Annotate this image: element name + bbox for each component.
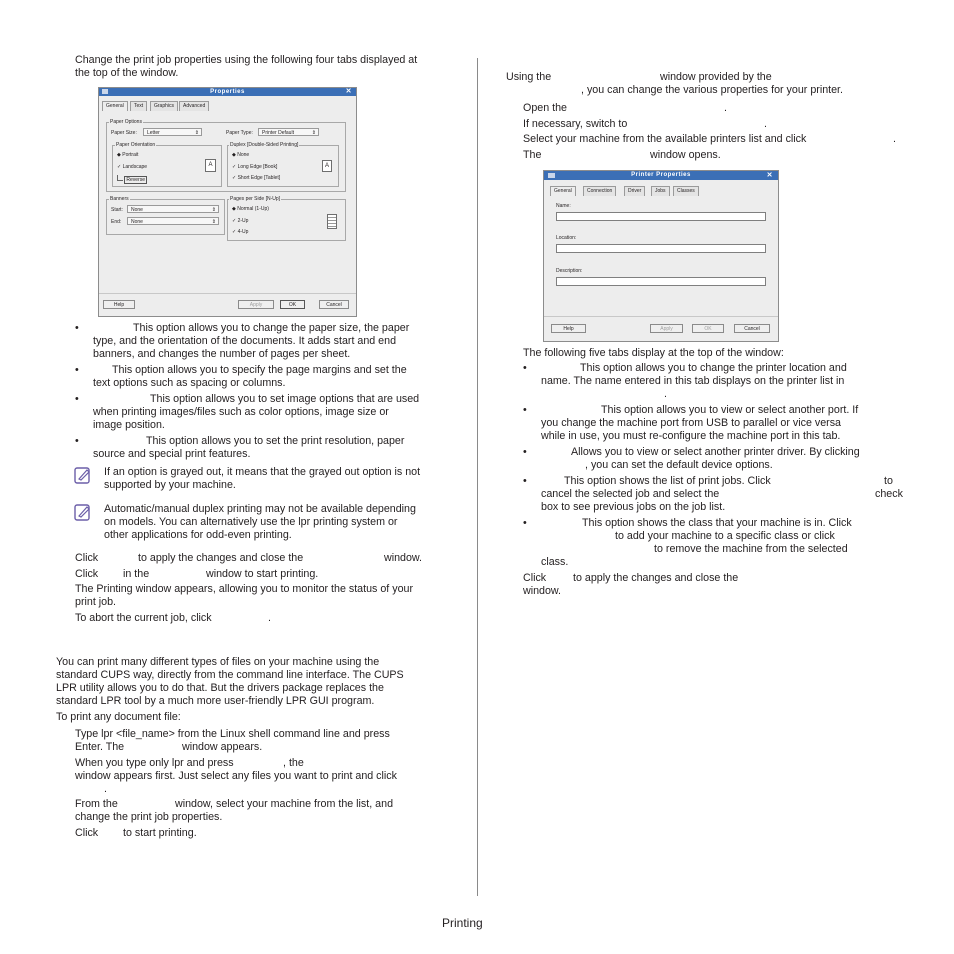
text-tab-desc-2: text options such as spacing or columns. (93, 377, 286, 389)
bullet-marker: • (523, 362, 527, 374)
right-step-1-a: Open the (523, 102, 567, 114)
two-up-label: 2-Up (237, 218, 249, 224)
paper-size-label: Paper Size: (111, 130, 137, 136)
radio-on-icon: ◆ (117, 152, 121, 158)
right-step-2-a: If necessary, switch to (523, 118, 628, 130)
page-footer: Printing (442, 916, 483, 930)
dialog-titlebar (544, 171, 778, 180)
intro-line-1: Change the print job properties using the following four tabs displayed at (75, 54, 418, 66)
reverse-checkbox[interactable] (117, 175, 147, 183)
duplex-label: Duplex [Double-Sided Printing] (230, 142, 299, 148)
paper-type-label: Paper Type: (226, 130, 253, 136)
bullet-marker: • (75, 393, 79, 405)
connection-desc-3: while in use, you must re-configure the machine port in this tab. (541, 430, 841, 442)
lpr-para-2: standard CUPS way, directly from the command line interface. The CUPS (56, 669, 404, 681)
step-click-ok-3: window. (384, 552, 423, 564)
radio-off-icon: ✓ (232, 229, 237, 235)
paper-size-value: Letter (147, 130, 160, 136)
bullet-marker: • (523, 446, 527, 458)
nup-preview-icon (327, 214, 337, 229)
paper-options-label: Paper Options (110, 119, 142, 125)
paper-size-combo[interactable] (143, 128, 202, 136)
classes-desc-3: to remove the machine from the selected (654, 543, 848, 555)
tab-general[interactable]: General (550, 186, 576, 196)
landscape-label: Landscape (122, 164, 148, 170)
final-step-3: window. (523, 585, 562, 597)
classes-desc-2: to add your machine to a specific class or click (615, 530, 835, 542)
general-desc-3: . (664, 388, 667, 400)
lpr-step-3-a: From the (75, 798, 118, 810)
tab-graphics[interactable]: Graphics (150, 101, 178, 111)
advanced-tab-desc-2: source and special print features. (93, 448, 251, 460)
tab-advanced[interactable]: Advanced (179, 101, 209, 111)
paper-type-value: Printer Default (262, 130, 294, 136)
apply-button[interactable]: Apply (650, 324, 683, 333)
name-field[interactable] (556, 212, 766, 221)
right-step-4-a: The (523, 149, 542, 161)
lpr-step-1-c: window appears. (182, 741, 263, 753)
printer-properties-dialog (543, 170, 779, 342)
radio-long-edge[interactable] (232, 164, 277, 170)
jobs-desc-5: box to see previous jobs on the job list. (541, 501, 726, 513)
note-2-line-2: on models. You can alternatively use the lpr printing system or (104, 516, 398, 528)
graphics-tab-desc: This option allows you to set image options that are used (150, 393, 420, 405)
right-intro-3: , you can change the various properties for your printer. (581, 84, 843, 96)
bullet-marker: • (75, 435, 79, 447)
graphics-tab-desc-3: image position. (93, 419, 165, 431)
bullet-marker: • (75, 322, 79, 334)
button-separator (544, 316, 778, 317)
start-banner-combo[interactable] (127, 205, 219, 213)
button-separator (99, 293, 356, 294)
step-print-2: in the (123, 568, 150, 580)
lpr-step-1-a: Type lpr <file_name> from the Linux shell command line and press (75, 728, 390, 740)
final-step-2: to apply the changes and close the (573, 572, 739, 584)
properties-dialog (98, 87, 357, 317)
lpr-para-1: You can print many different types of files on your machine using the (56, 656, 380, 668)
text-tab-desc: This option allows you to specify the page margins and set the (112, 364, 407, 376)
general-tab-desc-2: type, and the orientation of the documents. It adds start and end (93, 335, 397, 347)
lpr-step-2-b: , the (283, 757, 304, 769)
step-click-ok-2: to apply the changes and close the (138, 552, 304, 564)
lpr-step-4-b: to start printing. (123, 827, 197, 839)
bullet-marker: • (523, 475, 527, 487)
checkbox-icon (117, 175, 123, 181)
help-button[interactable]: Help (551, 324, 586, 333)
lpr-step-2-a: When you type only lpr and press (75, 757, 234, 769)
orientation-label: Paper Orientation (116, 142, 156, 148)
start-value: None (131, 207, 143, 213)
normal-label: Normal (1-Up) (237, 206, 269, 212)
close-icon[interactable]: ✕ (345, 88, 352, 95)
radio-normal-1up[interactable] (232, 206, 269, 212)
four-up-label: 4-Up (237, 229, 249, 235)
pages-per-side-label: Pages per Side [N-Up] (230, 196, 281, 202)
advanced-tab-desc: This option allows you to set the print resolution, paper (146, 435, 405, 447)
combo-arrow-icon: ⇕ (311, 130, 316, 136)
description-label: Description: (556, 268, 583, 274)
note-2-line-1: Automatic/manual duplex printing may not be available depending (104, 503, 416, 515)
radio-off-icon: ✓ (232, 164, 237, 170)
lpr-para-4: standard LPR tool by a much more user-friendly LPR GUI program. (56, 695, 375, 707)
end-label: End: (111, 219, 122, 225)
dialog-titlebar (99, 88, 356, 96)
lpr-step-2-c: window appears first. Just select any files you want to print and click (75, 770, 397, 782)
note-2-line-3: other applications for odd-even printing. (104, 529, 292, 541)
ok-button[interactable]: OK (280, 300, 305, 309)
step-print-3: window to start printing. (206, 568, 319, 580)
close-icon[interactable]: ✕ (766, 172, 773, 179)
classes-desc-4: class. (541, 556, 569, 568)
step-print-1: Click (75, 568, 99, 580)
name-label: Name: (556, 203, 571, 209)
general-desc-1: This option allows you to change the printer location and (580, 362, 847, 374)
step-abort-2: . (268, 612, 271, 624)
dialog-title: Properties (210, 89, 245, 95)
reverse-label: Reverse (126, 177, 146, 183)
tab-jobs[interactable]: Jobs (651, 186, 670, 196)
location-field[interactable] (556, 244, 766, 253)
paper-type-combo[interactable] (258, 128, 319, 136)
bullet-marker: • (523, 517, 527, 529)
step-printing-window-2: print job. (75, 596, 116, 608)
jobs-desc-4: check (875, 488, 903, 500)
driver-desc-1: Allows you to view or select another printer driver. By clicking (571, 446, 860, 458)
cancel-button[interactable]: Cancel (319, 300, 349, 309)
combo-arrow-icon: ⇕ (194, 130, 199, 136)
lpr-para-3: LPR utility allows you to do that. But the drivers package replaces the (56, 682, 384, 694)
note-1-line-2: supported by your machine. (104, 479, 236, 491)
step-printing-window-1: The Printing window appears, allowing you to monitor the status of your (75, 583, 414, 595)
right-step-3-a: Select your machine from the available printers list and click (523, 133, 807, 145)
end-value: None (131, 219, 143, 225)
jobs-desc-3: cancel the selected job and select the (541, 488, 720, 500)
right-intro-2: window provided by the (660, 71, 772, 83)
radio-2up[interactable] (232, 218, 248, 224)
bullet-marker: • (75, 364, 79, 376)
general-tab-desc-3: banners, and changes the number of pages per sheet. (93, 348, 351, 360)
description-field[interactable] (556, 277, 766, 286)
duplex-none-label: None (237, 152, 250, 158)
radio-off-icon: ✓ (117, 164, 122, 170)
duplex-page-icon: A (322, 160, 332, 172)
step-click-ok-1: Click (75, 552, 99, 564)
location-label: Location: (556, 235, 577, 241)
right-intro-1: Using the (506, 71, 552, 83)
lpr-intro: To print any document file: (56, 711, 181, 723)
connection-desc-2: you change the machine port from USB to parallel or vice versa (541, 417, 841, 429)
ok-button[interactable]: OK (692, 324, 724, 333)
lpr-step-4-a: Click (75, 827, 99, 839)
step-abort-1: To abort the current job, click (75, 612, 212, 624)
help-button[interactable]: Help (103, 300, 135, 309)
lpr-step-3-b: window, select your machine from the list, and (175, 798, 394, 810)
driver-desc-2: , you can set the default device options. (585, 459, 773, 471)
end-banner-combo[interactable] (127, 217, 219, 225)
radio-portrait[interactable] (117, 152, 138, 158)
lpr-step-1-b: Enter. The (75, 741, 125, 753)
radio-duplex-none[interactable] (232, 152, 249, 158)
portrait-label: Portrait (122, 152, 139, 158)
portrait-page-icon: A (205, 159, 216, 172)
window-menu-icon[interactable] (102, 89, 108, 94)
classes-desc-1: This option shows the class that your machine is in. Click (582, 517, 852, 529)
bullet-marker: • (523, 404, 527, 416)
jobs-desc-1: This option shows the list of print jobs. Click (564, 475, 771, 487)
long-edge-label: Long Edge [Book] (237, 164, 278, 170)
jobs-desc-2: to (884, 475, 893, 487)
radio-short-edge[interactable] (232, 175, 280, 181)
final-step-1: Click (523, 572, 547, 584)
radio-off-icon: ✓ (232, 218, 237, 224)
right-step-4-b: window opens. (650, 149, 721, 161)
tab-connection[interactable]: Connection (583, 186, 616, 196)
apply-button[interactable]: Apply (238, 300, 274, 309)
right-step-2-b: . (764, 118, 767, 130)
graphics-tab-desc-2: when printing images/files such as color options, image size or (93, 406, 389, 418)
lpr-step-2-d: . (104, 783, 107, 795)
right-step-1-b: . (724, 102, 727, 114)
short-edge-label: Short Edge [Tablet] (237, 175, 281, 181)
radio-4up[interactable] (232, 229, 248, 235)
intro-line-2: the top of the window. (75, 67, 179, 79)
tabs-intro: The following five tabs display at the top of the window: (523, 347, 784, 359)
start-label: Start: (111, 207, 123, 213)
radio-off-icon: ✓ (232, 175, 237, 181)
radio-landscape[interactable] (117, 164, 147, 170)
tab-text[interactable]: Text (130, 101, 147, 111)
tab-classes[interactable]: Classes (673, 186, 699, 196)
combo-arrow-icon: ⇕ (211, 207, 216, 213)
tab-general[interactable]: General (102, 101, 128, 111)
general-tab-desc: This option allows you to change the paper size, the paper (133, 322, 410, 334)
dialog-title: Printer Properties (631, 172, 691, 178)
note-icon (74, 503, 92, 521)
note-icon (74, 466, 92, 484)
window-menu-icon[interactable] (548, 173, 555, 178)
banners-label: Banners (110, 196, 129, 202)
connection-desc-1: This option allows you to view or select another port. If (601, 404, 859, 416)
radio-on-icon: ◆ (232, 152, 236, 158)
general-desc-2: name. The name entered in this tab displays on the printer list in (541, 375, 845, 387)
cancel-button[interactable]: Cancel (734, 324, 770, 333)
tab-driver[interactable]: Driver (624, 186, 645, 196)
right-step-3-b: . (893, 133, 896, 145)
lpr-step-3-c: change the print job properties. (75, 811, 223, 823)
column-divider (477, 58, 478, 896)
combo-arrow-icon: ⇕ (211, 219, 216, 225)
radio-on-icon: ◆ (232, 206, 236, 212)
note-1-line-1: If an option is grayed out, it means that the grayed out option is not (104, 466, 421, 478)
